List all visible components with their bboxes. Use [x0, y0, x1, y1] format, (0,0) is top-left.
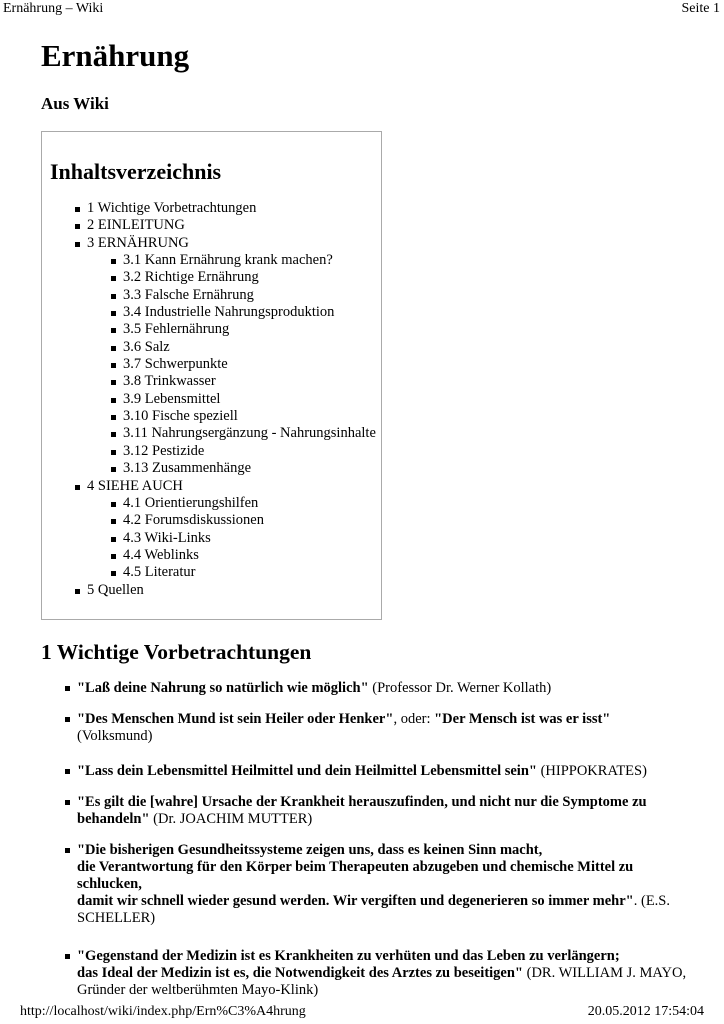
quote-text: "Lass dein Lebensmittel Heilmittel und dein Heilmittel Lebensmittel sein"	[77, 763, 537, 779]
toc-item	[42, 391, 381, 408]
toc-link[interactable]: 3.6 Salz	[123, 338, 170, 355]
print-footer-url: http://localhost/wiki/index.php/Ern%C3%A4hrung	[20, 1004, 306, 1019]
quote-item	[77, 842, 687, 927]
toc-item	[42, 217, 381, 234]
toc-item	[42, 287, 381, 304]
toc-item	[42, 495, 381, 512]
toc-link[interactable]: 3.3 Falsche Ernährung	[123, 286, 254, 303]
quote-text: "Es gilt die [wahre] Ursache der Krankheit herauszufinden, und nicht nur die Symptome zu behandeln"	[77, 794, 647, 827]
quote-text: das Ideal der Medizin ist es, die Notwendigkeit des Arztes zu beseitigen"	[77, 965, 523, 981]
quote-text: damit wir schnell wieder gesund werden. Wir vergiften und degenerieren so immer mehr"	[77, 893, 634, 909]
quote-source: . (E.S. SCHELLER)	[77, 893, 670, 926]
quote-text: "Des Menschen Mund ist sein Heiler oder Henker"	[77, 711, 394, 727]
quote-text: "Laß deine Nahrung so natürlich wie möglich"	[77, 680, 369, 696]
toc-link[interactable]: 1 Wichtige Vorbetrachtungen	[87, 200, 257, 216]
toc-item	[42, 512, 381, 529]
toc-item	[42, 373, 381, 390]
quote-text: die Verantwortung für den Körper beim Therapeuten abzugeben und chemische Mittel zu schlucken,	[77, 859, 634, 892]
toc-link[interactable]: 5 Quellen	[87, 581, 144, 598]
quote-item	[77, 794, 687, 828]
quote-source: (Volksmund)	[77, 728, 153, 744]
toc-item	[42, 460, 381, 477]
toc-link[interactable]: 3.11 Nahrungsergänzung - Nahrungsinhalte	[123, 425, 376, 442]
quote-text: "Die bisherigen Gesundheitssysteme zeigen uns, dass es keinen Sinn macht,	[77, 842, 543, 858]
toc-link[interactable]: 3.9 Lebensmittel	[123, 390, 221, 407]
toc-item	[42, 547, 381, 564]
toc-link[interactable]: 3.5 Fehlernährung	[123, 321, 230, 338]
toc-link[interactable]: 3.1 Kann Ernährung krank machen?	[123, 252, 333, 269]
toc-item	[42, 252, 381, 269]
toc-link[interactable]: 3 ERNÄHRUNG	[87, 234, 189, 251]
quote-list	[0, 680, 724, 999]
toc-item	[42, 443, 381, 460]
toc-link[interactable]: 3.7 Schwerpunkte	[123, 356, 228, 373]
toc-link[interactable]: 2 EINLEITUNG	[87, 217, 185, 234]
toc-item	[42, 408, 381, 425]
toc-link[interactable]: 3.8 Trinkwasser	[123, 373, 216, 390]
quote-source: (Dr. JOACHIM MUTTER)	[149, 811, 313, 827]
toc-link[interactable]: 4.1 Orientierungshilfen	[123, 494, 259, 511]
toc-item	[42, 200, 381, 217]
toc-link[interactable]: 4 SIEHE AUCH	[87, 477, 183, 494]
toc-item	[42, 425, 381, 442]
toc-link[interactable]: 3.2 Richtige Ernährung	[123, 269, 259, 286]
print-footer-timestamp: 20.05.2012 17:54:04	[587, 1004, 704, 1019]
quote-source: (HIPPOKRATES)	[536, 763, 647, 779]
table-of-contents	[41, 131, 382, 620]
toc-link[interactable]: 3.10 Fische speziell	[123, 408, 238, 425]
toc-title: Inhaltsverzeichnis	[50, 159, 222, 184]
toc-item	[42, 321, 381, 338]
toc-link[interactable]: 3.4 Industrielle Nahrungsproduktion	[123, 304, 335, 321]
print-header-title: Ernährung – Wiki	[3, 1, 104, 16]
quote-source: (DR. WILLIAM J. MAYO, Gründer der weltberühmten Mayo-Klink)	[77, 965, 687, 998]
quote-text: "Der Mensch ist was er isst"	[434, 711, 611, 727]
toc-item	[42, 478, 381, 495]
toc-link[interactable]: 4.4 Weblinks	[123, 546, 199, 563]
toc-link[interactable]: 4.2 Forumsdiskussionen	[123, 512, 264, 529]
toc-link[interactable]: 3.12 Pestizide	[123, 442, 205, 459]
toc-item	[42, 339, 381, 356]
toc-item	[42, 564, 381, 581]
toc-link[interactable]: 4.5 Literatur	[123, 564, 196, 581]
toc-item	[42, 235, 381, 252]
toc-item	[42, 530, 381, 547]
quote-item	[77, 711, 687, 745]
toc-item	[42, 356, 381, 373]
page-subtitle: Aus Wiki	[41, 94, 109, 113]
quote-text: "Gegenstand der Medizin ist es Krankheiten zu verhüten und das Leben zu verlängern;	[77, 948, 620, 964]
toc-item	[42, 304, 381, 321]
toc-item	[42, 582, 381, 599]
quote-item	[77, 763, 687, 780]
toc-list	[42, 200, 381, 599]
quote-item	[77, 680, 687, 697]
quote-item	[77, 948, 687, 999]
quote-source: , oder:	[393, 711, 435, 727]
print-header-page-number: Seite 1	[681, 1, 720, 16]
toc-link[interactable]: 3.13 Zusammenhänge	[123, 460, 252, 477]
page-title: Ernährung	[41, 38, 190, 73]
quote-source: (Professor Dr. Werner Kollath)	[368, 680, 552, 696]
section-heading: 1 Wichtige Vorbetrachtungen	[41, 640, 312, 664]
toc-item	[42, 269, 381, 286]
toc-link[interactable]: 4.3 Wiki-Links	[123, 529, 211, 546]
